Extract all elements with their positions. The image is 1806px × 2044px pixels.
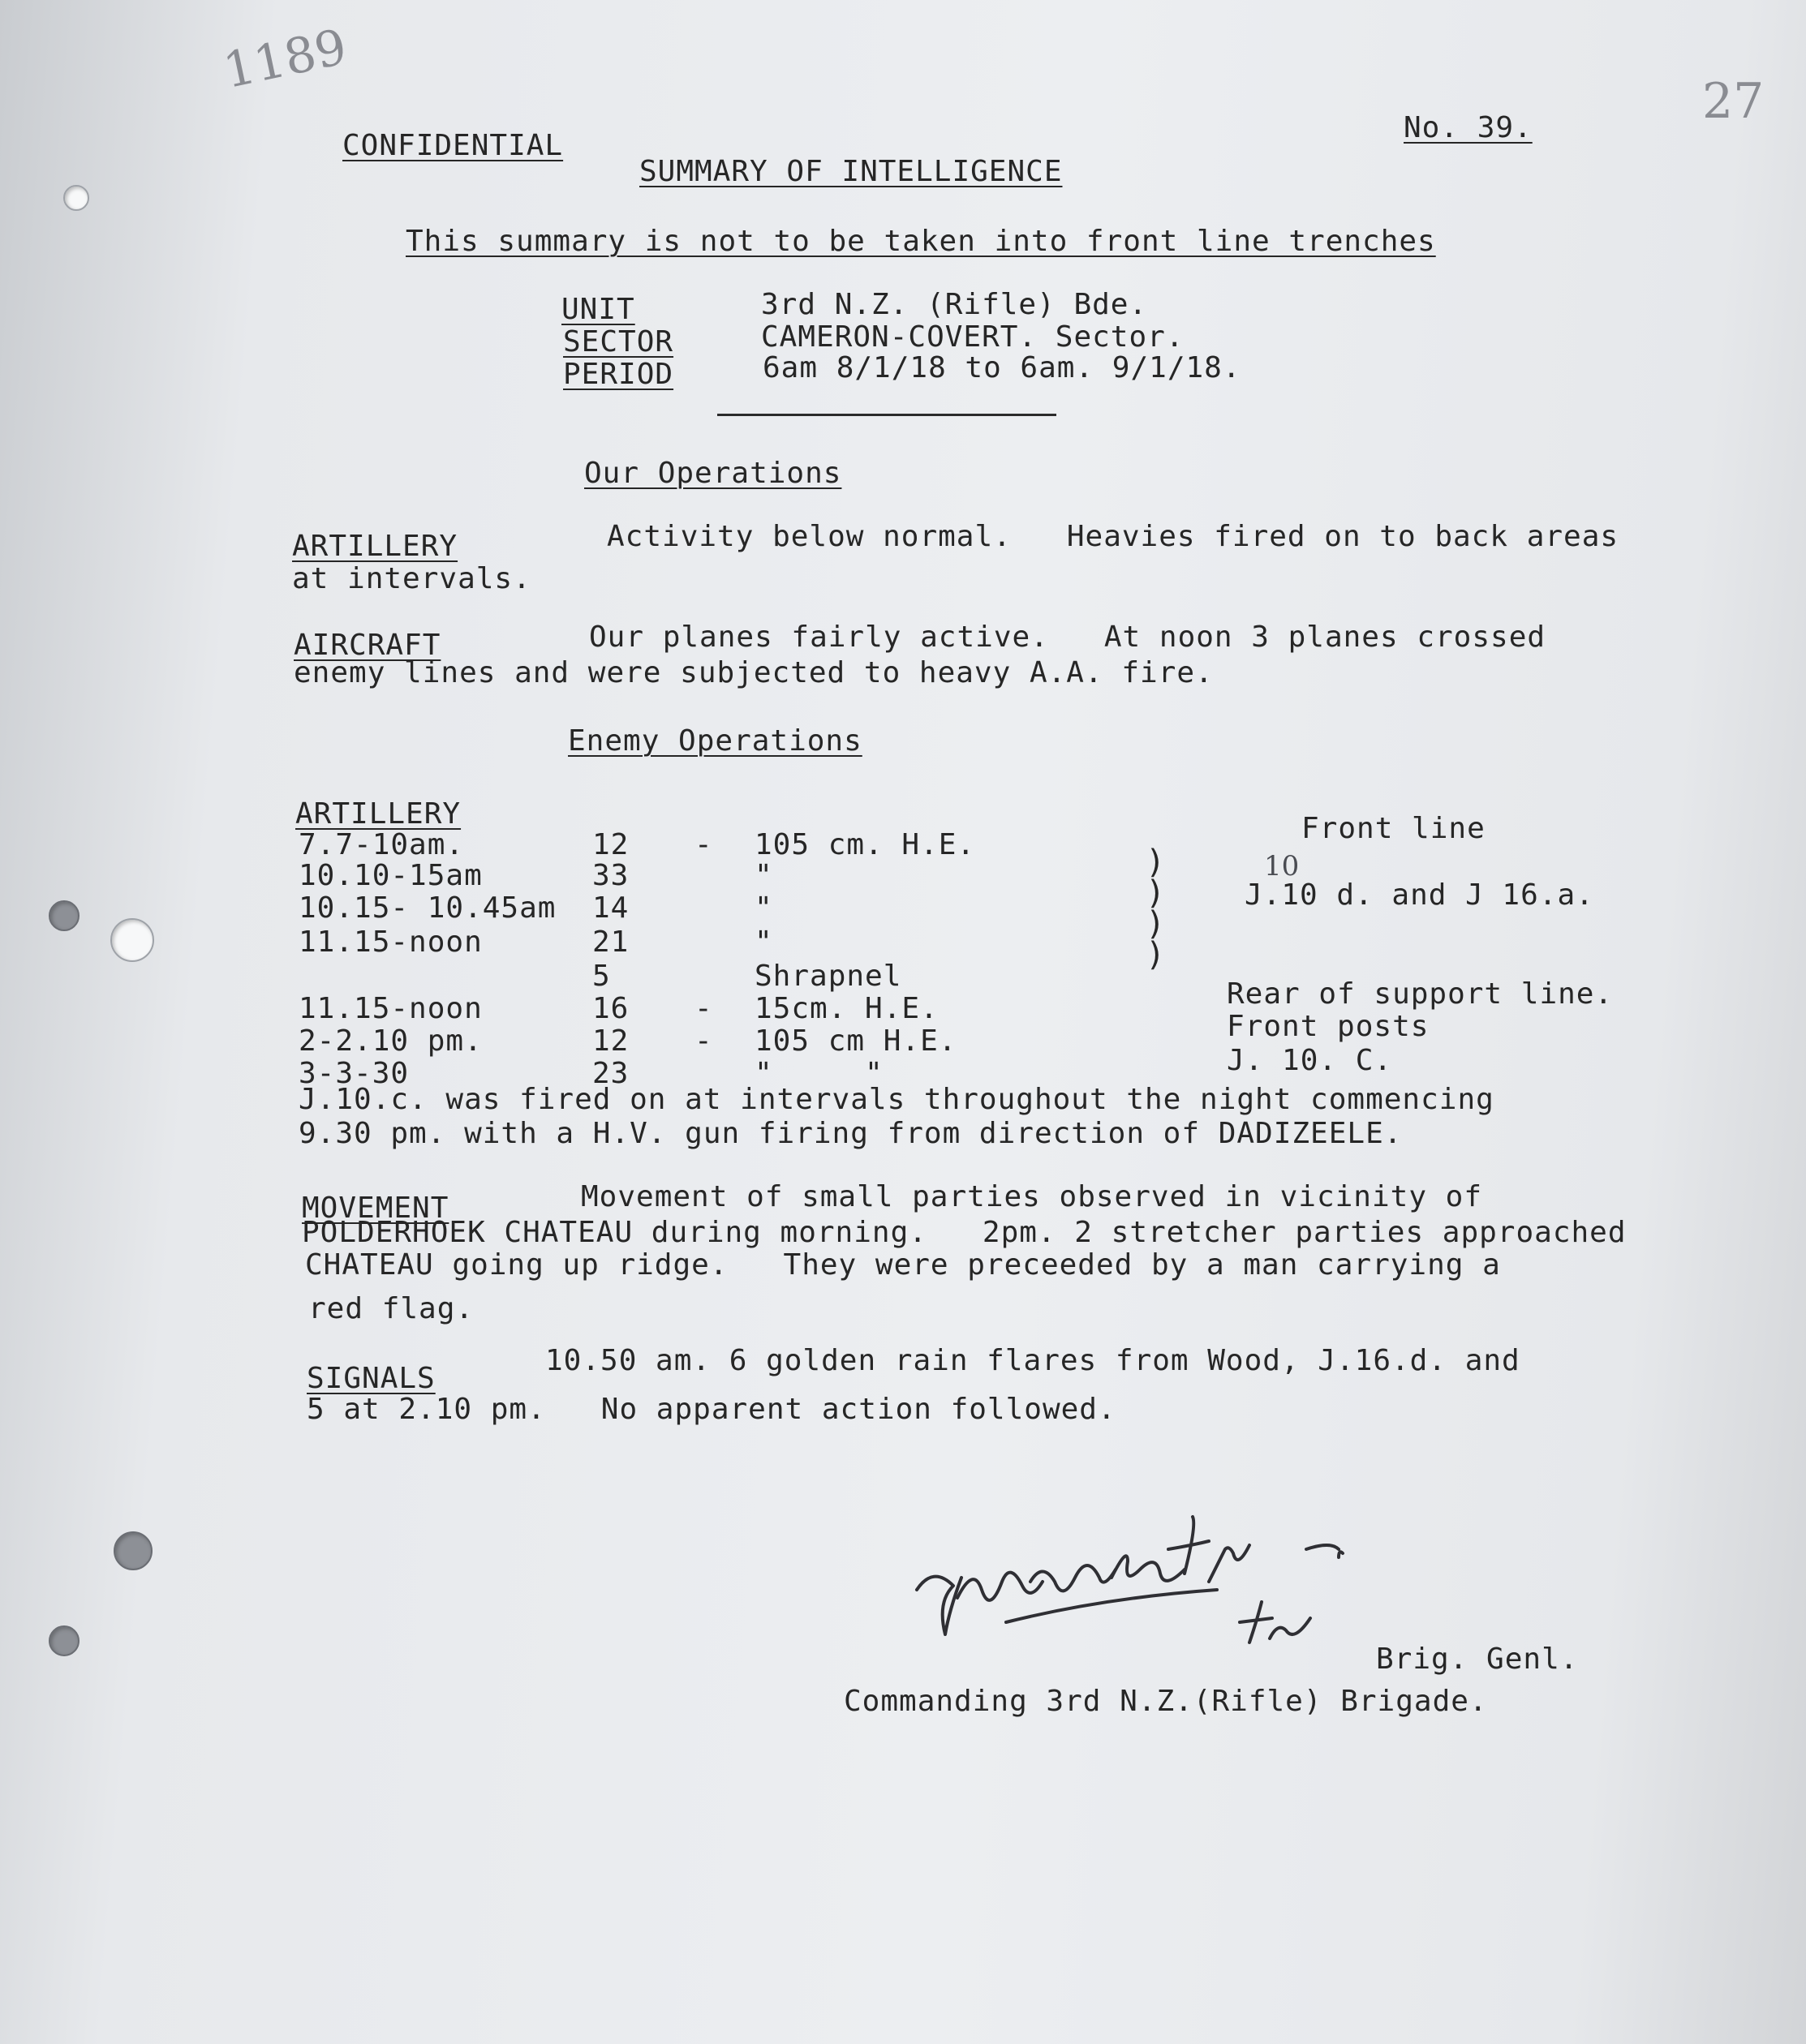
punch-hole xyxy=(110,918,154,962)
folio-number: 27 xyxy=(1702,73,1765,130)
unit-value: 3rd N.Z. (Rifle) Bde. xyxy=(761,288,1148,321)
shelling-count-cell: 5 xyxy=(592,960,611,993)
shelling-count-cell: 12 xyxy=(592,828,630,861)
punch-hole xyxy=(63,185,89,211)
shelling-count-cell: 33 xyxy=(592,859,630,892)
shelling-count-cell: 16 xyxy=(592,992,630,1025)
location-j10c: J. 10. C. xyxy=(1227,1044,1393,1077)
signals-label: SIGNALS xyxy=(307,1362,436,1395)
punch-hole xyxy=(49,900,80,931)
our-artillery-label: ARTILLERY xyxy=(292,530,458,563)
location-front-posts: Front posts xyxy=(1227,1010,1430,1043)
divider-rule xyxy=(717,414,1056,416)
our-artillery-text: Activity below normal. Heavies fired on to back areas xyxy=(607,520,1619,553)
sector-value: CAMERON-COVERT. Sector. xyxy=(761,320,1185,354)
archive-number: 1189 xyxy=(218,18,352,101)
signals-text-2: 5 at 2.10 pm. No apparent action followed. xyxy=(307,1393,1116,1426)
shelling-time-cell: 11.15-noon xyxy=(299,992,483,1025)
movement-label: MOVEMENT xyxy=(302,1192,449,1225)
shelling-type-cell: " xyxy=(755,859,773,892)
punch-hole xyxy=(114,1531,153,1570)
enemy-artillery-label: ARTILLERY xyxy=(295,797,462,831)
shelling-type-cell: 105 cm H.E. xyxy=(755,1024,957,1058)
our-operations-heading: Our Operations xyxy=(584,457,842,490)
signals-text: 10.50 am. 6 golden rain flares from Wood, J.16.d. and xyxy=(545,1344,1520,1377)
location-grid-refs: J.10 d. and J 16.a. xyxy=(1245,878,1594,912)
shelling-time-cell: 7.7-10am. xyxy=(299,828,465,861)
enemy-operations-heading: Enemy Operations xyxy=(568,724,862,758)
shelling-type-cell: " xyxy=(755,891,773,925)
shelling-type-cell: " xyxy=(755,925,773,959)
movement-text-3: CHATEAU going up ridge. They were preceeded by a man carrying a xyxy=(305,1248,1501,1282)
shelling-count-cell: 23 xyxy=(592,1057,630,1090)
unit-label: UNIT xyxy=(561,293,635,326)
our-aircraft-text-2: enemy lines and were subjected to heavy A.A. fire. xyxy=(294,656,1214,689)
shelling-time-cell: 10.15- 10.45am xyxy=(299,891,557,925)
notice-line: This summary is not to be taken into front line trenches xyxy=(406,225,1436,258)
shelling-dash-cell: - xyxy=(694,992,713,1025)
confidential-label: CONFIDENTIAL xyxy=(342,129,564,162)
sector-label: SECTOR xyxy=(563,325,674,359)
movement-text-4: red flag. xyxy=(308,1292,475,1325)
our-aircraft-text: Our planes fairly active. At noon 3 planes crossed xyxy=(589,620,1546,654)
enemy-artillery-note: J.10.c. was fired on at intervals throughout the night commencing xyxy=(299,1083,1494,1116)
shelling-type-cell: 105 cm. H.E. xyxy=(755,828,976,861)
movement-text: Movement of small parties observed in vicinity of xyxy=(581,1180,1483,1213)
shelling-type-cell: Shrapnel xyxy=(755,960,902,993)
shelling-type-cell: 15cm. H.E. xyxy=(755,992,939,1025)
our-aircraft-label: AIRCRAFT xyxy=(294,629,441,662)
bracket: ) ) ) ) xyxy=(1146,844,1166,973)
shelling-time-cell: 3-3-30 xyxy=(299,1057,410,1090)
shelling-dash-cell: - xyxy=(694,1024,713,1058)
document-title: SUMMARY OF INTELLIGENCE xyxy=(639,155,1063,188)
signatory-rank: Brig. Genl. xyxy=(1376,1642,1579,1676)
period-value: 6am 8/1/18 to 6am. 9/1/18. xyxy=(763,351,1241,384)
shelling-dash-cell: - xyxy=(694,828,713,861)
shelling-time-cell: 10.10-15am xyxy=(299,859,483,892)
enemy-artillery-note-2: 9.30 pm. with a H.V. gun firing from direction of DADIZEELE. xyxy=(299,1117,1403,1150)
shelling-count-cell: 12 xyxy=(592,1024,630,1058)
shelling-type-cell: " " xyxy=(755,1057,884,1090)
shelling-time-cell: 11.15-noon xyxy=(299,925,483,959)
signatory-command: Commanding 3rd N.Z.(Rifle) Brigade. xyxy=(844,1685,1488,1718)
handwritten-signature xyxy=(901,1501,1371,1679)
shelling-time-cell: 2-2.10 pm. xyxy=(299,1024,483,1058)
period-label: PERIOD xyxy=(563,358,674,391)
our-artillery-text-2: at intervals. xyxy=(292,562,531,595)
location-front-line: Front line xyxy=(1301,812,1486,845)
punch-hole xyxy=(49,1625,80,1656)
shelling-count-cell: 14 xyxy=(592,891,630,925)
summary-number: No. 39. xyxy=(1404,111,1533,144)
shelling-count-cell: 21 xyxy=(592,925,630,959)
movement-text-2: POLDERHOEK CHATEAU during morning. 2pm. 2 stretcher parties approached xyxy=(302,1216,1627,1249)
location-rear-support: Rear of support line. xyxy=(1227,977,1614,1011)
pencil-correction: 10 xyxy=(1264,850,1300,882)
